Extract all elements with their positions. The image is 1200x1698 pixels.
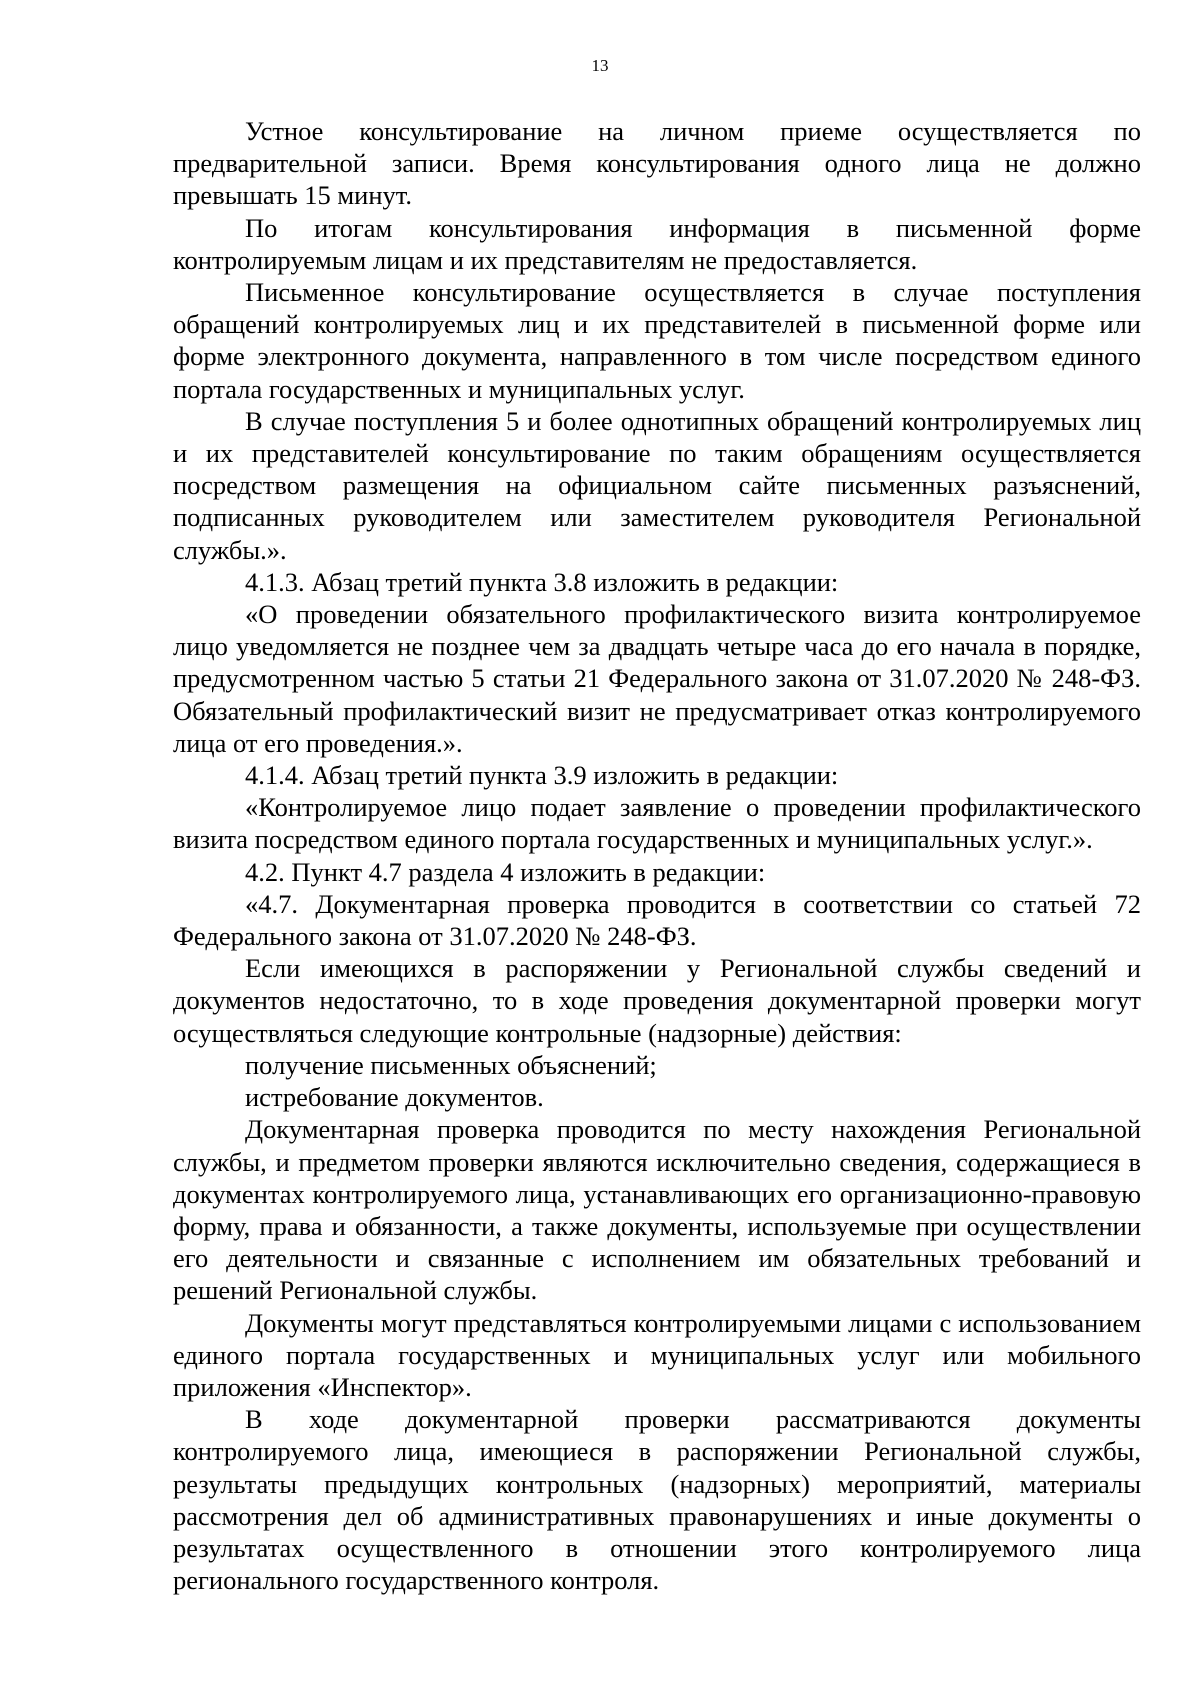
paragraph: Устное консультирование на личном приеме осуществляется по предварительной записи. Время консультирования одного лица не должно превышать 15 минут.	[173, 116, 1141, 211]
paragraph: 4.2. Пункт 4.7 раздела 4 изложить в редакции:	[245, 856, 766, 887]
paragraph: «Контролируемое лицо подает заявление о проведении профилактического визита посредством единого портала государственных и муниципальных услуг.».	[173, 792, 1141, 855]
paragraph: В ходе документарной проверки рассматриваются документы контролируемого лица, имеющиеся в распоряжении Региональной службы, результаты предыдущих контрольных (надзорных) мероприятий, материалы рассмотрения дел об административных правонарушениях и иные документы о результатах осуществленного в отношении этого контролируемого лица регионального государственного контроля.	[173, 1404, 1141, 1596]
paragraph: Документарная проверка проводится по месту нахождения Региональной службы, и предметом проверки являются исключительно сведения, содержащиеся в документах контролируемого лица, устанавливающих его организационно-правовую форму, права и обязанности, а также документы, используемые при осуществлении его деятельности и связанные с исполнением им обязательных требований и решений Региональной службы.	[173, 1114, 1141, 1306]
page-number: 13	[591, 56, 609, 75]
paragraph: получение письменных объяснений;	[245, 1049, 657, 1080]
paragraph: 4.1.4. Абзац третий пункта 3.9 изложить в редакции:	[245, 760, 839, 791]
document-body	[173, 115, 1141, 1596]
paragraph: истребование документов.	[245, 1082, 544, 1113]
paragraph: В случае поступления 5 и более однотипных обращений контролируемых лиц и их представителей консультирование по таким обращениям осуществляется посредством размещения на официальном сайте письменных разъяснений, подписанных руководителем или заместителем руководителя Региональной службы.».	[173, 405, 1141, 565]
paragraph: Письменное консультирование осуществляется в случае поступления обращений контролируемых лиц и их представителей в письменной форме или форме электронного документа, направленного в том числе посредством единого портала государственных и муниципальных услуг.	[173, 277, 1141, 404]
paragraph: Если имеющихся в распоряжении у Региональной службы сведений и документов недостаточно, то в ходе проведения документарной проверки могут осуществляться следующие контрольные (надзорные) действия:	[173, 953, 1141, 1048]
paragraph: «О проведении обязательного профилактического визита контролируемое лицо уведомляется не позднее чем за двадцать четыре часа до его начала в порядке, предусмотренном частью 5 статьи 21 Федерального закона от 31.07.2020 № 248-ФЗ. Обязательный профилактический визит не предусматривает отказ контролируемого лица от его проведения.».	[173, 599, 1141, 758]
paragraph: Документы могут представляться контролируемыми лицами с использованием единого портала государственных и муниципальных услуг или мобильного приложения «Инспектор».	[173, 1307, 1141, 1402]
paragraph: По итогам консультирования информация в письменной форме контролируемым лицам и их представителям не предоставляется.	[173, 212, 1141, 275]
paragraph: 4.1.3. Абзац третий пункта 3.8 изложить в редакции:	[245, 566, 839, 597]
paragraph: «4.7. Документарная проверка проводится в соответствии со статьей 72 Федерального закона от 31.07.2020 № 248-ФЗ.	[173, 888, 1141, 952]
